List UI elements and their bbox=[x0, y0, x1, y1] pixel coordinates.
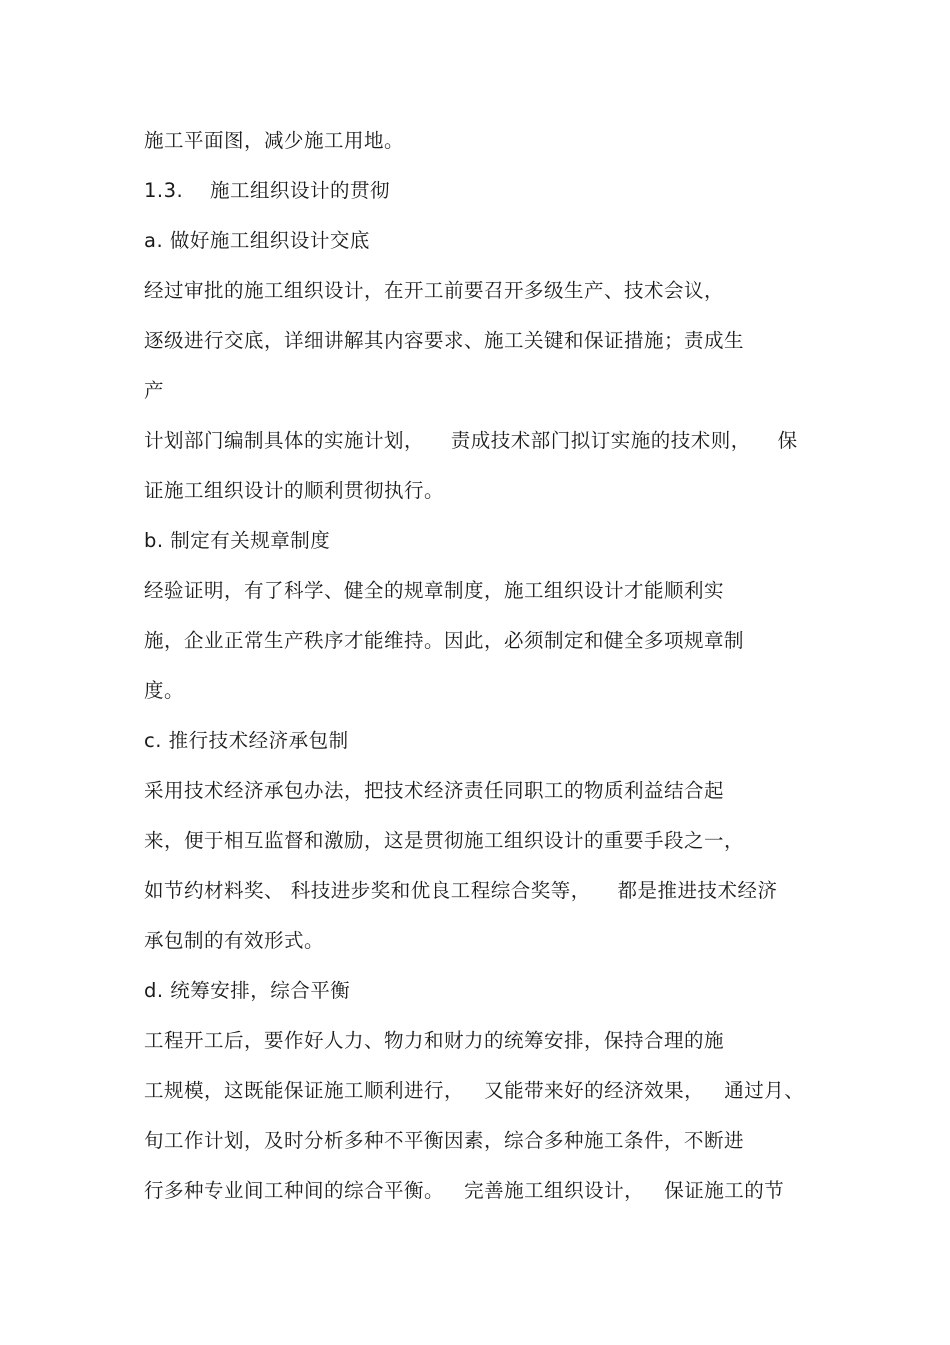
text-line: 如节约材料奖、 科技进步奖和优良工程综合奖等， 都是推进技术经济 bbox=[144, 879, 778, 902]
text-line: 来，便于相互监督和激励，这是贯彻施工组织设计的重要手段之一， bbox=[144, 829, 745, 852]
subsection-heading: c. 推行技术经济承包制 bbox=[144, 729, 349, 752]
text-line: 工规模，这既能保证施工顺利进行， 又能带来好的经济效果， 通过月、 bbox=[144, 1079, 805, 1102]
text-line: 施，企业正常生产秩序才能维持。因此，必须制定和健全多项规章制 bbox=[144, 629, 745, 652]
text-line: 行多种专业间工种间的综合平衡。 完善施工组织设计， 保证施工的节 bbox=[144, 1179, 785, 1202]
text-line: 采用技术经济承包办法，把技术经济责任同职工的物质利益结合起 bbox=[144, 779, 725, 802]
section-heading: 1.3. 施工组织设计的贯彻 bbox=[144, 179, 391, 202]
subsection-heading: a. 做好施工组织设计交底 bbox=[144, 229, 370, 252]
text-line: 工程开工后，要作好人力、物力和财力的统筹安排，保持合理的施 bbox=[144, 1029, 725, 1052]
text-line: 施工平面图，减少施工用地。 bbox=[144, 129, 405, 152]
text-line: 逐级进行交底，详细讲解其内容要求、施工关键和保证措施；责成生 bbox=[144, 329, 745, 352]
text-line: 产 bbox=[144, 379, 165, 402]
text-line: 承包制的有效形式。 bbox=[144, 929, 325, 952]
text-line: 经验证明，有了科学、健全的规章制度，施工组织设计才能顺利实 bbox=[144, 579, 725, 602]
text-line: 经过审批的施工组织设计，在开工前要召开多级生产、技术会议， bbox=[144, 279, 725, 302]
subsection-heading: b. 制定有关规章制度 bbox=[144, 529, 331, 552]
text-line: 度。 bbox=[144, 679, 185, 702]
text-line: 证施工组织设计的顺利贯彻执行。 bbox=[144, 479, 445, 502]
text-line: 计划部门编制具体的实施计划， 责成技术部门拟订实施的技术则， 保 bbox=[144, 429, 798, 452]
text-line: 旬工作计划，及时分析多种不平衡因素，综合多种施工条件，不断进 bbox=[144, 1129, 745, 1152]
subsection-heading: d. 统筹安排，综合平衡 bbox=[144, 979, 351, 1002]
